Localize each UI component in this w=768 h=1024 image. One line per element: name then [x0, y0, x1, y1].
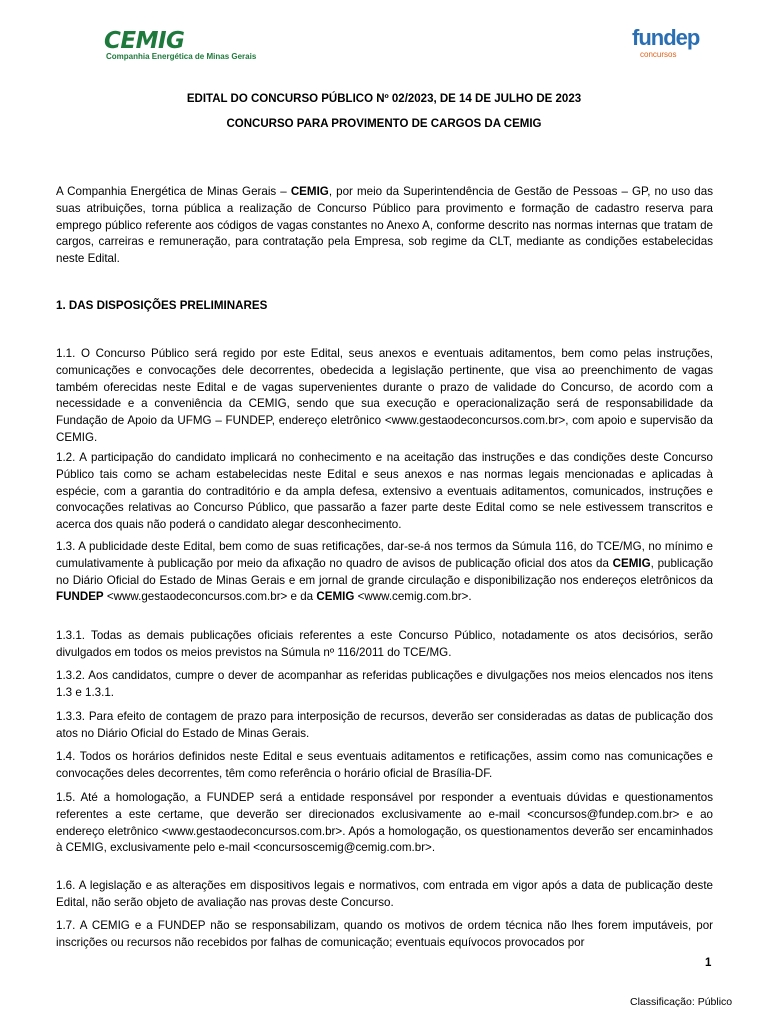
cemig-logo: [104, 28, 274, 64]
paragraph-1-7: 1.7. A CEMIG e a FUNDEP não se responsabilizam, quando os motivos de ordem técnica não lhes forem imputáveis, por inscrições ou recursos não recebidos por falhas de comunicação; eventuais equívocos provocados por: [56, 919, 713, 949]
cemig-logo-mark: CEMIG: [104, 28, 185, 54]
intro-paragraph: A Companhia Energética de Minas Gerais – CEMIG, por meio da Superintendência de Gestão de Pessoas – GP, no uso das suas atribuições, torna pública a realização de Concurso Público para provimento e formação de cadastro reserva para emprego público referente aos códigos de vagas constantes no Anexo A, conforme descrito nas normas internas que tratam de cargos, carreiras e remuneração, para contratação pela Empresa, sob regime da CLT, mediante as condições estabelecidas neste Edital.: [56, 185, 713, 266]
edital-subtitle: CONCURSO PARA PROVIMENTO DE CARGOS DA CEMIG: [226, 118, 542, 130]
paragraph-1-4: 1.4. Todos os horários definidos neste Edital e seus eventuais aditamentos e retificações, assim como nas comunicações e convocações deles decorrentes, têm como referência o horário oficial de Brasília-DF.: [56, 750, 713, 780]
section-heading: 1. DAS DISPOSIÇÕES PRELIMINARES: [56, 299, 268, 312]
classification-label: Classificação: Público: [630, 996, 733, 1008]
fundep-logo-subtitle: concursos: [640, 50, 677, 59]
paragraph-1-1: 1.1. O Concurso Público será regido por este Edital, seus anexos e eventuais aditamentos, bem como pelas instruções, comunicações e convocações dele decorrentes, obedecida a legislação pertinente, que visa ao preenchimento de vagas também oferecidas neste Edital e de vagas supervenientes durante o prazo de validade do Concurso, de acordo com a necessidade e a conveniência da CEMIG, sendo que sua execução e operacionalização será de responsabilidade da Fundação de Apoio da UFMG – FUNDEP, endereço eletrônico <www.gestaodeconcursos.com.br>, com apoio e supervisão da CEMIG.: [56, 347, 713, 444]
paragraph-1-3-2: 1.3.2. Aos candidatos, cumpre o dever de acompanhar as referidas publicações e divulgações nos meios elencados nos itens 1.3 e 1.3.1.: [56, 669, 713, 699]
paragraph-1-6: 1.6. A legislação e as alterações em dispositivos legais e normativos, com entrada em vigor após a data de publicação deste Edital, não serão objeto de avaliação nas provas deste Concurso.: [56, 879, 713, 909]
paragraph-1-5: 1.5. Até a homologação, a FUNDEP será a entidade responsável por responder a eventuais dúvidas e questionamentos referentes a este certame, que deverão ser direcionados exclusivamente ao e-mail <concursos@fundep.com.br> e ao endereço eletrônico <www.gestaodeconcursos.com.br>. Após a homologação, os questionamentos deverão ser encaminhados à CEMIG, exclusivamente pelo e-mail <concursoscemig@cemig.com.br>.: [56, 791, 713, 855]
edital-title: EDITAL DO CONCURSO PÚBLICO Nº 02/2023, DE 14 DE JULHO DE 2023: [186, 93, 582, 105]
paragraph-1-3-3: 1.3.3. Para efeito de contagem de prazo para interposição de recursos, deverão ser consideradas as datas de publicação dos atos no Diário Oficial do Estado de Minas Gerais.: [56, 710, 713, 740]
cemig-logo-subtitle: Companhia Energética de Minas Gerais: [106, 52, 257, 61]
fundep-logo-mark: fundep: [632, 25, 700, 50]
paragraph-1-3-1: 1.3.1. Todas as demais publicações oficiais referentes a este Concurso Público, notadamente os atos decisórios, serão divulgados em todos os meios previstos na Súmula nº 116/2011 do TCE/MG.: [56, 629, 713, 659]
page-number: 1: [705, 957, 712, 969]
paragraph-1-3: 1.3. A publicidade deste Edital, bem como de suas retificações, dar-se-á nos termos da Súmula 116, do TCE/MG, no mínimo e cumulativamente à publicação por meio da afixação no quadro de avisos de publicação oficial dos atos da CEMIG, publicação no Diário Oficial do Estado de Minas Gerais e em jornal de grande circulação e disponibilização nos endereços eletrônicos da FUNDEP <www.gestaodeconcursos.com.br> e da CEMIG <www.cemig.com.br>.: [56, 540, 714, 604]
fundep-logo: [632, 26, 712, 66]
paragraph-1-2: 1.2. A participação do candidato implicará no conhecimento e na aceitação das instruções e das condições deste Concurso Público tais como se acham estabelecidas neste Edital e seus anexos e nas normas legais mencionadas e aplicadas à espécie, com a garantia do contraditório e da ampla defesa, extensivo a eventuais aditamentos, comunicados, instruções e convocações relativas ao Concurso Público, que passarão a fazer parte deste Edital como se nele estivessem transcritos e acerca dos quais não poderá o candidato alegar desconhecimento.: [56, 451, 713, 532]
